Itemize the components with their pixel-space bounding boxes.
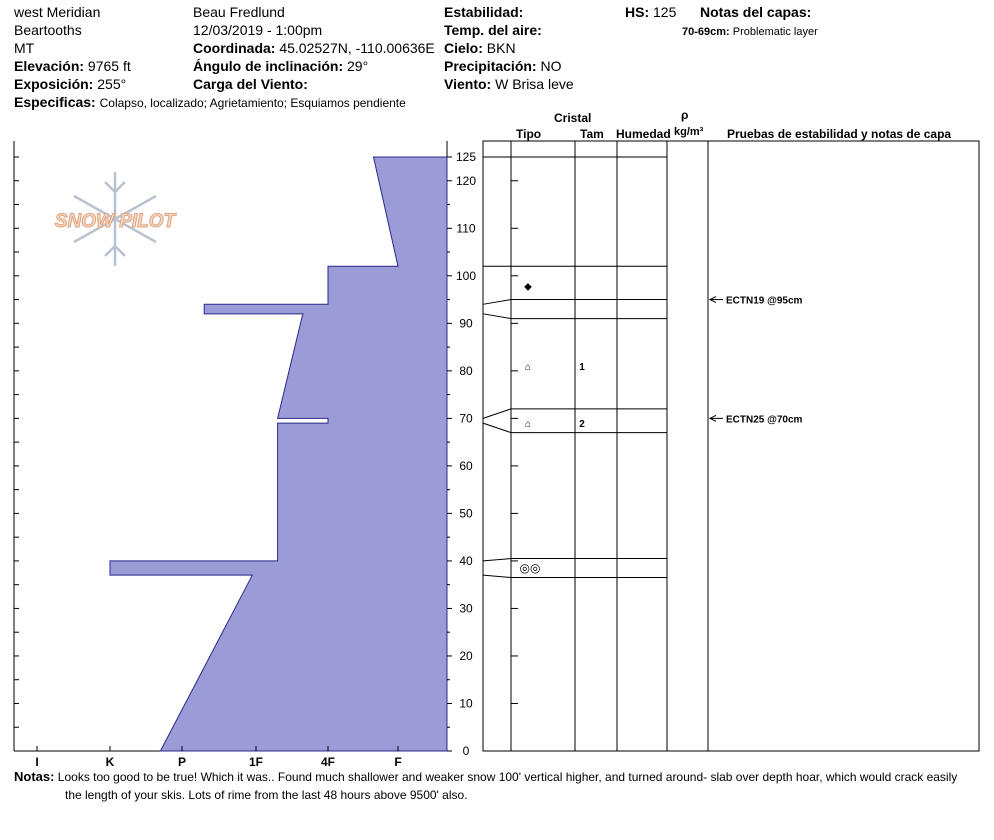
- depth-tick-label: 60: [459, 458, 473, 473]
- depth-tick-label: 40: [459, 553, 473, 568]
- depth-tick-label: 90: [459, 316, 473, 331]
- wind-value: W Brisa leve: [495, 76, 574, 92]
- layer-connector: [483, 575, 511, 577]
- hardness-tick-label: I: [35, 755, 39, 769]
- notes: [14, 768, 957, 786]
- stability-test-label: ECTN25 @70cm: [726, 414, 803, 426]
- col-density-unit: kg/m³: [674, 126, 704, 138]
- observer: Beau Fredlund: [193, 4, 285, 20]
- grain-size-label: 1: [579, 362, 585, 374]
- grain-type-symbol: ⌂: [524, 362, 532, 374]
- depth-tick-label: 110: [456, 221, 476, 236]
- snowpilot-logo: [55, 172, 177, 266]
- notes-line2: the length of your skis. Lots of rime from the last 48 hours above 9500' also.: [65, 788, 468, 802]
- grain-type-symbol: ⌂: [524, 419, 532, 431]
- col-tam: Tam: [580, 127, 604, 141]
- location: west Meridian: [14, 4, 101, 20]
- depth-tick-label: 0: [462, 744, 470, 758]
- grain-type-symbol: ◆: [524, 281, 532, 293]
- depth-tick-label: 120: [455, 173, 477, 188]
- depth-tick-label: 10: [459, 696, 473, 711]
- layer-connector: [483, 300, 511, 305]
- aspect-label: Exposición:: [14, 76, 94, 92]
- grain-type-symbol: ◎◎: [519, 561, 541, 576]
- state: MT: [14, 40, 35, 56]
- grain-size-label: 2: [579, 419, 585, 431]
- hardness-tick-label: 1F: [248, 755, 264, 769]
- aspect-value: 255°: [97, 76, 127, 92]
- hardness-tick-label: K: [105, 755, 115, 769]
- col-rho: ρ: [681, 108, 689, 122]
- layer-note-range: 70-69cm:: [682, 26, 730, 38]
- specifics-label: Especificas:: [14, 94, 96, 110]
- layer-connector: [483, 559, 511, 561]
- range: Beartooths: [14, 22, 82, 38]
- wind-load-label: Carga del Viento:: [193, 76, 308, 92]
- layer-connector: [483, 409, 511, 419]
- layer-note-text: Problematic layer: [732, 26, 818, 38]
- specifics-value: Colapso, localizado; Agrietamiento; Esquiamos pendiente: [99, 96, 406, 110]
- elevation-value: 9765 ft: [87, 58, 131, 74]
- precip-value: NO: [540, 58, 562, 74]
- hardness-tick-label: 4F: [320, 755, 336, 769]
- layer-connector: [483, 423, 511, 433]
- slope-value: 29°: [347, 58, 369, 74]
- stability-label: Estabilidad:: [444, 4, 524, 20]
- depth-tick-label: 125: [455, 150, 477, 164]
- depth-tick-label: 70: [459, 411, 473, 426]
- sky-label: Cielo:: [444, 40, 483, 56]
- depth-tick-label: 20: [459, 648, 473, 663]
- precip-label: Precipitación:: [444, 58, 537, 74]
- stability-test-label: ECTN19 @95cm: [726, 295, 803, 307]
- depth-tick-label: 50: [459, 506, 473, 521]
- notes-line1: Looks too good to be true! Which it was.. Found much shallower and weaker snow 100' vertical higher, and turned around- slab over depth hoar, which would crack easily: [57, 770, 958, 784]
- datetime: 12/03/2019 - 1:00pm: [193, 22, 323, 38]
- slope-label: Ángulo de inclinación:: [193, 58, 344, 74]
- col-tipo: Tipo: [516, 127, 542, 141]
- logo-text: SNOW PILOT: [54, 211, 176, 232]
- hs-value: 125: [653, 4, 677, 20]
- depth-tick-label: 100: [455, 268, 477, 283]
- notes-label: Notas:: [14, 769, 55, 784]
- hardness-profile-area: [110, 157, 447, 751]
- col-cristal: Cristal: [554, 111, 592, 125]
- col-tests: Pruebas de estabilidad y notas de capa: [727, 127, 952, 141]
- coord-value: 45.02527N, -110.00636E: [279, 40, 435, 56]
- layer-connector: [483, 314, 511, 319]
- coord-label: Coordinada:: [193, 40, 276, 56]
- layer-notes-label: Notas del capas:: [700, 4, 812, 20]
- hardness-tick-label: P: [177, 755, 187, 769]
- depth-tick-label: 80: [459, 363, 473, 378]
- air-temp-label: Temp. del aire:: [444, 22, 542, 38]
- depth-tick-label: 30: [459, 601, 473, 616]
- col-humedad: Humedad: [616, 127, 671, 141]
- sky-value: BKN: [486, 40, 516, 56]
- hardness-tick-label: F: [394, 755, 402, 769]
- layer-table-frame: [483, 141, 979, 751]
- elevation-label: Elevación:: [14, 58, 85, 74]
- hs-label: HS:: [625, 4, 650, 20]
- wind-label: Viento:: [444, 76, 492, 92]
